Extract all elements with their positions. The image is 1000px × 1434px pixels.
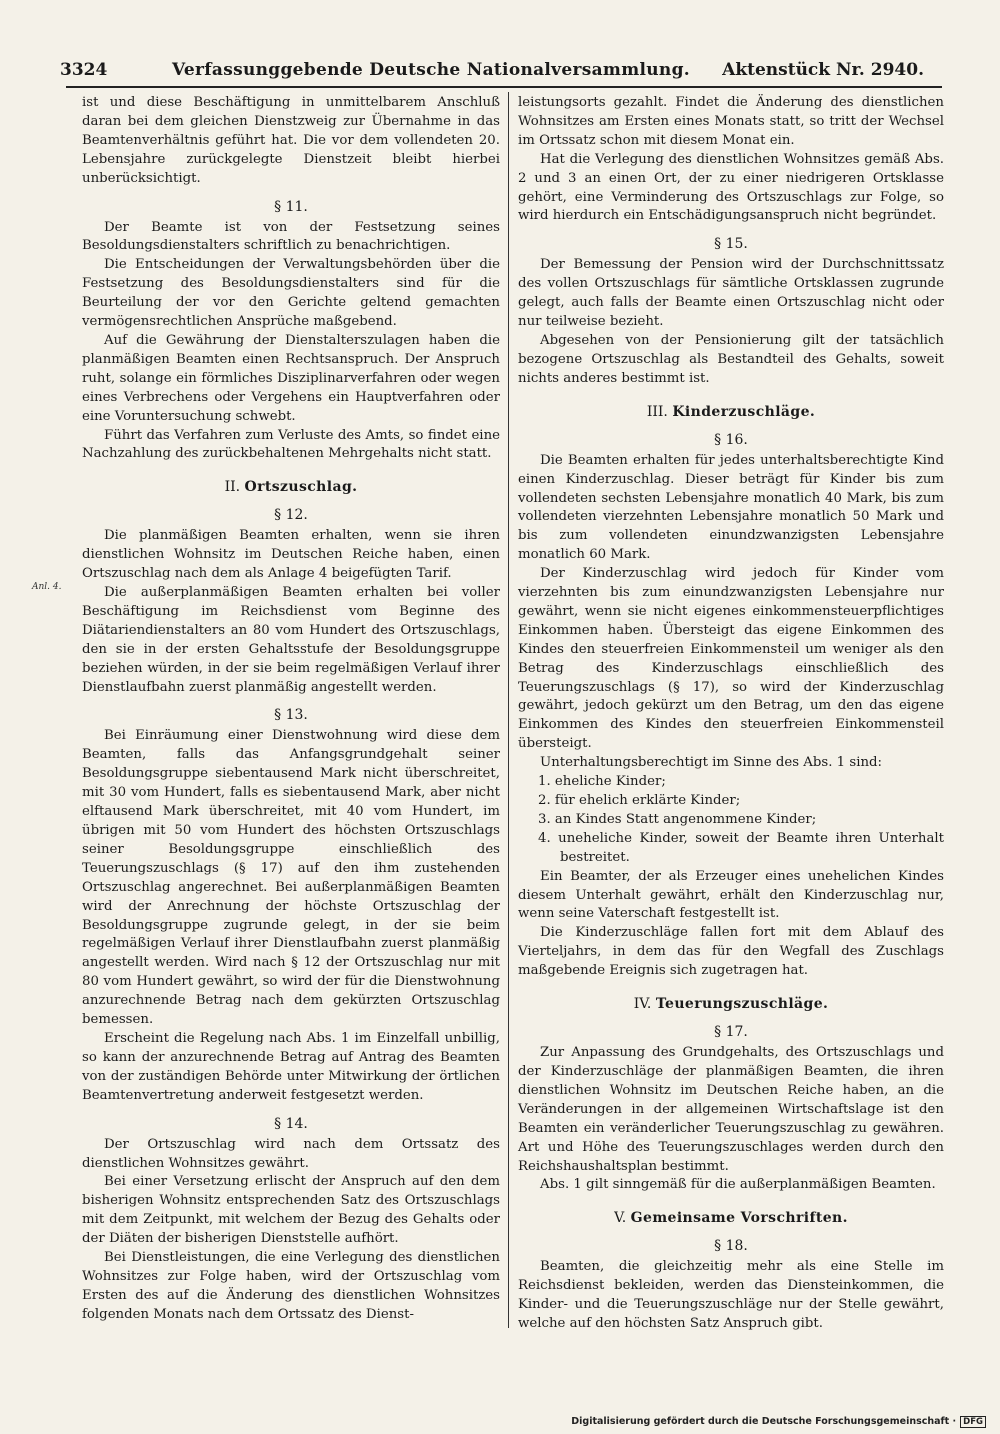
list-item: 4. uneheliche Kinder, soweit der Beamte ihren Unterhalt bestreitet. [538, 830, 944, 865]
chapter-title: Kinderzuschläge. [672, 403, 816, 420]
paragraph: Die planmäßigen Beamten erhalten, wenn sie ihren dienstlichen Wohnsitz im Deutschen Reiche haben, einen Ortszuschlag nach dem als Anlage 4 beigefügten Tarif. [82, 528, 500, 582]
list-item: 1. eheliche Kinder; [538, 774, 666, 790]
digitization-credit [571, 1416, 986, 1428]
paragraph: Der Kinderzuschlag wird jedoch für Kinder vom vierzehnten bis zum einundzwanzigsten Lebensjahre nur gewährt, wenn sie nicht eigenes einkommensteuerpflichtiges Einkommen haben. Übersteigt das eigene Einkommen des Kindes den steuerfreien Einkommensteil um weniger als den Betrag des Kinderzuschlags einschließlich des Teuerungszuschlags (§ 17), so wird der Kinderzuschlag gewährt, jedoch gekürzt um den Betrag, um den das eigene Einkommen des Kindes den steuerfreien Einkommensteil übersteigt. [518, 566, 944, 752]
paragraph: Bei Einräumung einer Dienstwohnung wird diese dem Beamten, falls das Anfangsgrundgehalt seiner Besoldungsgruppe siebentausend Mark nicht überschreitet, mit 30 vom Hundert, falls es siebentausend Mark, aber nicht elftausend Mark überschreitet, mit 40 vom Hundert, im übrigen mit 50 vom Hundert des höchsten Ortszuschlags seiner Besoldungsgruppe einschließlich des Teuerungszuschlags (§ 17) auf den ihm zustehenden Ortszuschlag angerechnet. Bei außerplanmäßigen Beamten wird der Anrechnung der höchste Ortszuschlag der Besoldungsgruppe zugrunde gelegt, in der sie beim regelmäßigen Verlauf ihrer Dienstlaufbahn zuerst planmäßig angestellt werden. Wird nach § 12 der Ortszuschlag nur mit 80 vom Hundert gewährt, so wird der für die Dienstwohnung anzurechnende Betrag nach dem gekürzten Ortszuschlag bemessen. [82, 728, 500, 1028]
chapter-title: Gemeinsame Vorschriften. [630, 1210, 848, 1227]
section-number: § 12. [274, 507, 308, 524]
paragraph: Beamten, die gleichzeitig mehr als eine Stelle im Reichsdienst bekleiden, werden das Diensteinkommen, die Kinder- und die Teuerungszuschläge nur der Stelle gewährt, welche auf den höchsten Satz Anspruch gibt. [518, 1259, 944, 1332]
paragraph: Führt das Verfahren zum Verluste des Amts, so findet eine Nachzahlung des zurückbehaltenen Mehrgehalts nicht statt. [82, 427, 500, 462]
dfg-logo: DFG [960, 1416, 986, 1428]
paragraph: leistungsorts gezahlt. Findet die Änderung des dienstlichen Wohnsitzes am Ersten eines Monats statt, so tritt der Wechsel im Ortssatz schon mit diesem Monat ein. [518, 95, 944, 148]
section-number: § 14. [274, 1115, 308, 1132]
left-column [82, 94, 500, 1325]
paragraph: Die Kinderzuschläge fallen fort mit dem Ablauf des Vierteljahrs, in dem das für den Wegfall des Zuschlags maßgebende Ereignis sich zugetragen hat. [518, 925, 944, 979]
paragraph: Unterhaltungsberechtigt im Sinne des Abs. 1 sind: [540, 755, 882, 771]
credit-text: Digitalisierung gefördert durch die Deutsche Forschungsgemeinschaft · [571, 1416, 957, 1427]
paragraph: Die Entscheidungen der Verwaltungsbehörden über die Festsetzung des Besoldungsdienstalters sind für die Beurteilung der vor den Gerichte geltend gemachten vermögensrechtlichen Ansprüche maßgebend. [82, 257, 500, 330]
margin-note: Anl. 4. [32, 582, 62, 592]
section-number: § 15. [714, 236, 748, 253]
paragraph: Bei Dienstleistungen, die eine Verlegung des dienstlichen Wohnsitzes zur Folge haben, wird der Ortszuschlag vom Ersten des auf die Änderung des dienstlichen Wohnsitzes folgenden Monats nach dem Ortssatz des Dienst- [82, 1250, 500, 1322]
paragraph: Der Beamte ist von der Festsetzung seines Besoldungsdienstalters schriftlich zu benachrichtigen. [82, 219, 500, 254]
paragraph: Auf die Gewährung der Dienstalterszulagen haben die planmäßigen Beamten einen Rechtsanspruch. Der Anspruch ruht, solange ein förmliches Disziplinarverfahren oder wegen eines Verbrechens oder Vergehens ein Hauptverfahren oder eine Voruntersuchung schwebt. [82, 332, 500, 424]
paragraph: Ein Beamter, der als Erzeuger eines unehelichen Kindes diesem Unterhalt gewährt, erhält den Kinderzuschlag nur, wenn seine Vaterschaft festgestellt ist. [518, 868, 944, 922]
chapter-heading [518, 403, 944, 422]
chapter-number: II. [224, 479, 241, 496]
header-rule [66, 86, 942, 88]
paragraph: Hat die Verlegung des dienstlichen Wohnsitzes gemäß Abs. 2 und 3 an einen Ort, der zu einer niedrigeren Ortsklasse gehört, eine Verminderung des Ortszuschlags zur Folge, so wird hierdurch ein Entschädigungsanspruch nicht begründet. [518, 151, 944, 224]
document-number: Aktenstück Nr. 2940. [722, 60, 924, 80]
page-header [52, 60, 952, 86]
column-divider [508, 92, 509, 1328]
page-number: 3324 [60, 60, 108, 80]
paragraph: Abgesehen von der Pensionierung gilt der tatsächlich bezogene Ortszuschlag als Bestandteil des Gehalts, soweit nichts anderes bestimmt ist. [518, 332, 944, 386]
chapter-title: Ortszuschlag. [244, 479, 358, 496]
paragraph: Zur Anpassung des Grundgehalts, des Ortszuschlags und der Kinderzuschläge der planmäßigen Beamten, die ihren dienstlichen Wohnsitz im Deutschen Reiche haben, an die Veränderungen in der allgemeinen Wirtschaftslage ist den Beamten ein veränderlicher Teuerungszuschlag zu gewähren. Art und Höhe des Teuerungszuschlages werden durch den Reichshaushaltsplan bestimmt. [518, 1045, 944, 1174]
chapter-number: III. [646, 403, 668, 420]
chapter-number: IV. [633, 996, 652, 1013]
list-item: 2. für ehelich erklärte Kinder; [538, 793, 741, 808]
section-number: § 18. [714, 1238, 748, 1255]
chapter-heading [82, 478, 500, 497]
chapter-heading [518, 1209, 944, 1228]
paragraph: ist und diese Beschäftigung in unmittelbarem Anschluß daran bei dem gleichen Dienstzweig zur Übernahme in das Beamtenverhältnis geführt hat. Die vor dem vollendeten 20. Lebensjahre zurückgelegte Dienstzeit bleibt hierbei unberücksichtigt. [82, 95, 500, 186]
paragraph: Die Beamten erhalten für jedes unterhaltsberechtigte Kind einen Kinderzuschlag. Dieser beträgt für Kinder bis zum vollendeten sechsten Lebensjahre monatlich 40 Mark, bis zum vollendeten vierzehnten Lebensjahre monatlich 50 Mark und bis zum vollendeten einundzwanzigsten Lebensjahre monatlich 60 Mark. [518, 452, 944, 563]
paragraph: Bei einer Versetzung erlischt der Anspruch auf den dem bisherigen Wohnsitz entsprechenden Satz des Ortszuschlags mit dem Zeitpunkt, mit welchem der Bezug des Gehalts oder der Diäten der bisherigen Dienststelle aufhört. [82, 1174, 500, 1247]
section-number: § 13. [274, 707, 308, 724]
list-item: 3. an Kindes Statt angenommene Kinder; [538, 811, 817, 827]
section-number: § 16. [714, 431, 748, 448]
right-column [518, 94, 944, 1334]
chapter-number: V. [614, 1210, 627, 1227]
chapter-heading [518, 995, 944, 1014]
chapter-title: Teuerungszuschläge. [655, 996, 829, 1013]
paragraph: Erscheint die Regelung nach Abs. 1 im Einzelfall unbillig, so kann der anzurechnende Betrag auf Antrag des Beamten von der zuständigen Behörde unter Mitwirkung der örtlichen Beamtenvertretung anderweit festgesetzt werden. [82, 1030, 500, 1103]
paragraph: Der Bemessung der Pension wird der Durchschnittssatz des vollen Ortszuschlags für sämtliche Ortsklassen zugrunde gelegt, auch falls der Beamte einen Ortszuschlag nicht oder nur teilweise bezieht. [518, 257, 944, 330]
paragraph: Abs. 1 gilt sinngemäß für die außerplanmäßigen Beamten. [540, 1177, 936, 1193]
paragraph: Der Ortszuschlag wird nach dem Ortssatz des dienstlichen Wohnsitzes gewährt. [82, 1136, 500, 1171]
section-number: § 11. [274, 198, 308, 215]
section-number: § 17. [714, 1024, 748, 1041]
page-title: Verfassunggebende Deutsche Nationalversammlung. [172, 60, 690, 80]
paragraph: Die außerplanmäßigen Beamten erhalten bei voller Beschäftigung im Reichsdienst vom Beginne des Diätariendienstalters an 80 vom Hundert des Ortszuschlags, den sie in der ersten Gehaltsstufe der Besoldungsgruppe beziehen würden, in der sie beim regelmäßigen Verlauf ihrer Dienstlaufbahn zuerst planmäßig angestellt werden. [82, 585, 500, 695]
